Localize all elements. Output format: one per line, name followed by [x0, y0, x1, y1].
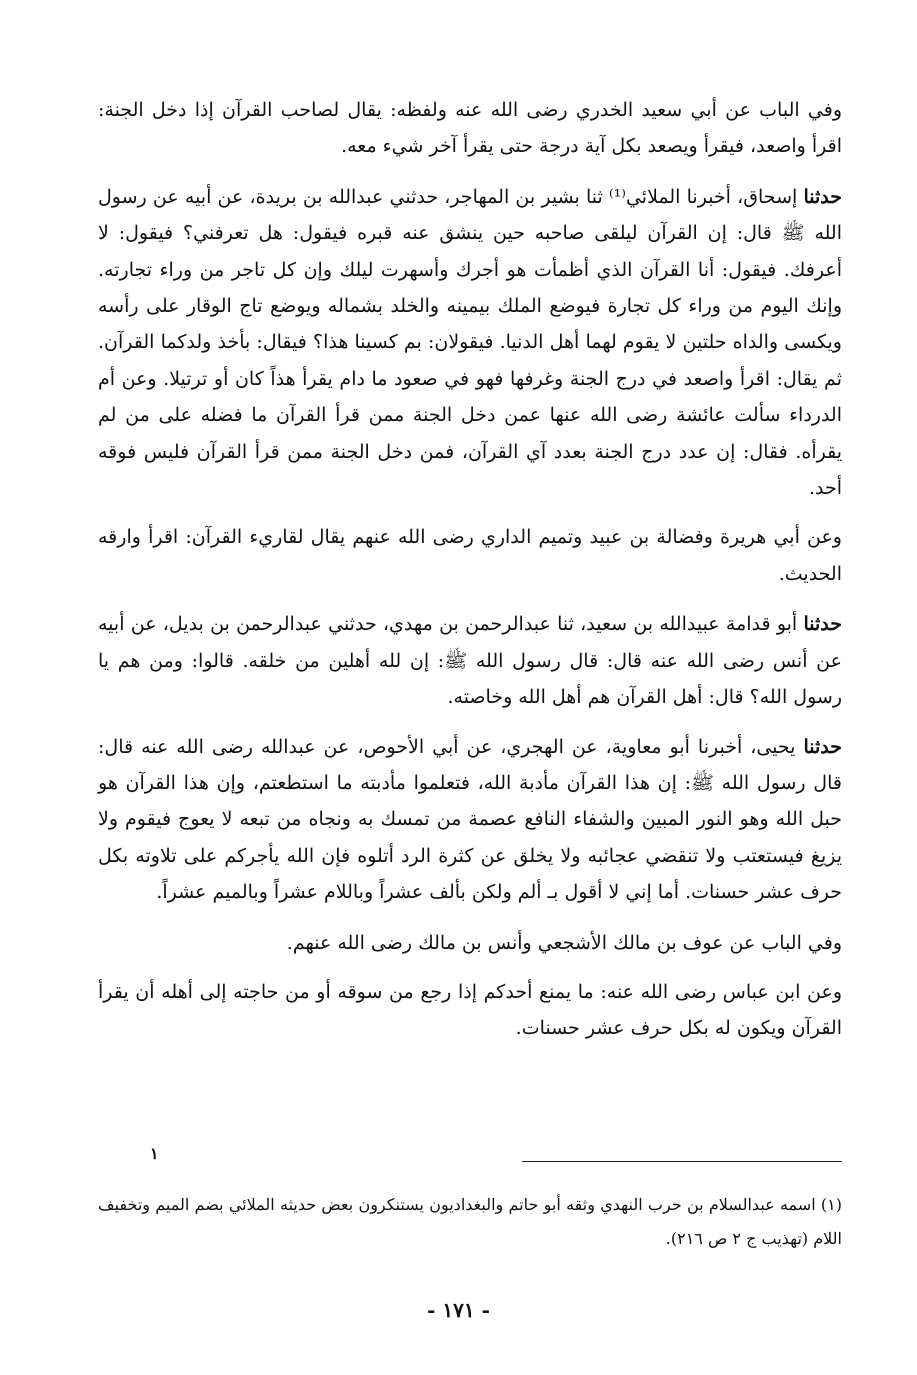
page-number: - ١٧١ - — [427, 1298, 490, 1322]
footnote-divider — [522, 1161, 842, 1162]
paragraph-3 — [98, 519, 842, 592]
paragraph-5-text: يحيى، أخبرنا أبو معاوية، عن الهجري، عن أبي الأحوص، عن عبدالله رضى الله عنه قال: قال رسول الله ﷺ: إن هذا القرآن مأدبة الله، فتعلموا مأدبته ما استطعتم، وإن هذا القرآن هو حبل الله وهو النور المبين والشفاء النافع عصمة من تمسك به ونجاه من تبعه لا يعوج فيقوم ولا يزيغ فيستعتب ولا تنقضي عجائبه ولا يخلق عن كثرة الرد أتلوه فإن الله يأجركم على تلاوته بكل حرف عشر حسنات. أما إني لا أقول بـ ألم ولكن بألف عشراً وباللام عشراً وبالميم عشراً. — [98, 735, 842, 904]
paragraph-1-text: وفي الباب عن أبي سعيد الخدري رضى الله عنه ولفظه: يقال لصاحب القرآن إذا دخل الجنة: اقرأ واصعد، فيقرأ ويصعد بكل آية درجة حتى يقرأ آخر شيء معه. — [98, 99, 842, 158]
paragraph-2 — [98, 179, 842, 507]
paragraph-4-text: أبو قدامة عبيدالله بن سعيد، ثنا عبدالرحمن بن مهدي، حدثني عبدالرحمن بن بديل، عن أبيه عن أنس رضى الله عنه قال: قال رسول الله ﷺ: إن لله أهلين من خلقه. قالوا: ومن هم يا رسول الله؟ قال: أهل القرآن هم أهل الله وخاصته. — [98, 613, 842, 709]
paragraph-4 — [98, 606, 842, 715]
paragraph-6 — [98, 925, 842, 961]
paragraph-2-lead: حدثنا — [803, 185, 842, 208]
paragraph-7-text: وعن ابن عباس رضى الله عنه: ما يمنع أحدكم إذا رجع من سوقه أو من حاجته إلى أهله أن يقرأ القرآن ويكون له بكل حرف عشر حسنات. — [98, 980, 842, 1040]
paragraph-3-text: وعن أبي هريرة وفضالة بن عبيد وتميم الداري رضى الله عنهم يقال لقاريء القرآن: اقرأ وارقه الحديث. — [98, 526, 842, 585]
footnote-marker: ١ — [150, 1144, 159, 1163]
paragraph-1 — [98, 92, 842, 165]
paragraph-5-lead: حدثنا — [803, 735, 842, 758]
paragraph-2-text: إسحاق، أخبرنا الملائي⁽¹⁾ ثنا بشير بن المهاجر، حدثني عبدالله بن بريدة، عن أبيه عن رسول الله ﷺ قال: إن القرآن ليلقى صاحبه حين ينشق عنه قبره فيقول: هل تعرفني؟ فيقول: لا أعرفك. فيقول: أنا القرآن الذي أظمأت هو أجرك وأسهرت ليلك وإن كل تاجر من وراء تجارته. وإنك اليوم من وراء كل تجارة فيوضع الملك بيمينه والخلد بشماله ويوضع تاج الوقار على رأسه ويكسى والداه حلتين لا يقوم لهما أهل الدنيا. فيقولان: بم كسينا هذا؟ فيقال: بأخذ ولدكما القرآن. ثم يقال: اقرأ واصعد في درج الجنة وغرفها فهو في صعود ما دام يقرأ هذاً كان أو ترتيلا. وعن أم الدرداء سألت عائشة رضى الله عنها عمن دخل الجنة ممن قرأ القرآن ما فضله على من لم يقرأه. فقال: إن عدد درج الجنة بعدد آي القرآن، فمن دخل الجنة ممن قرأ القرآن فليس فوقه أحد. — [98, 185, 842, 500]
paragraph-5 — [98, 729, 842, 911]
page-body — [98, 92, 842, 1060]
paragraph-7 — [98, 974, 842, 1047]
footnote: (١) اسمه عبدالسلام بن حرب النهدي وثقه أبو حاتم والبغداديون يستنكرون بعض حديثه الملائي بضم الميم وتخفيف اللام (تهذيب ج ٢ ص ٢١٦). — [98, 1195, 842, 1248]
paragraph-4-lead: حدثنا — [803, 613, 842, 636]
paragraph-6-text: وفي الباب عن عوف بن مالك الأشجعي وأنس بن مالك رضى الله عنهم. — [286, 931, 842, 954]
